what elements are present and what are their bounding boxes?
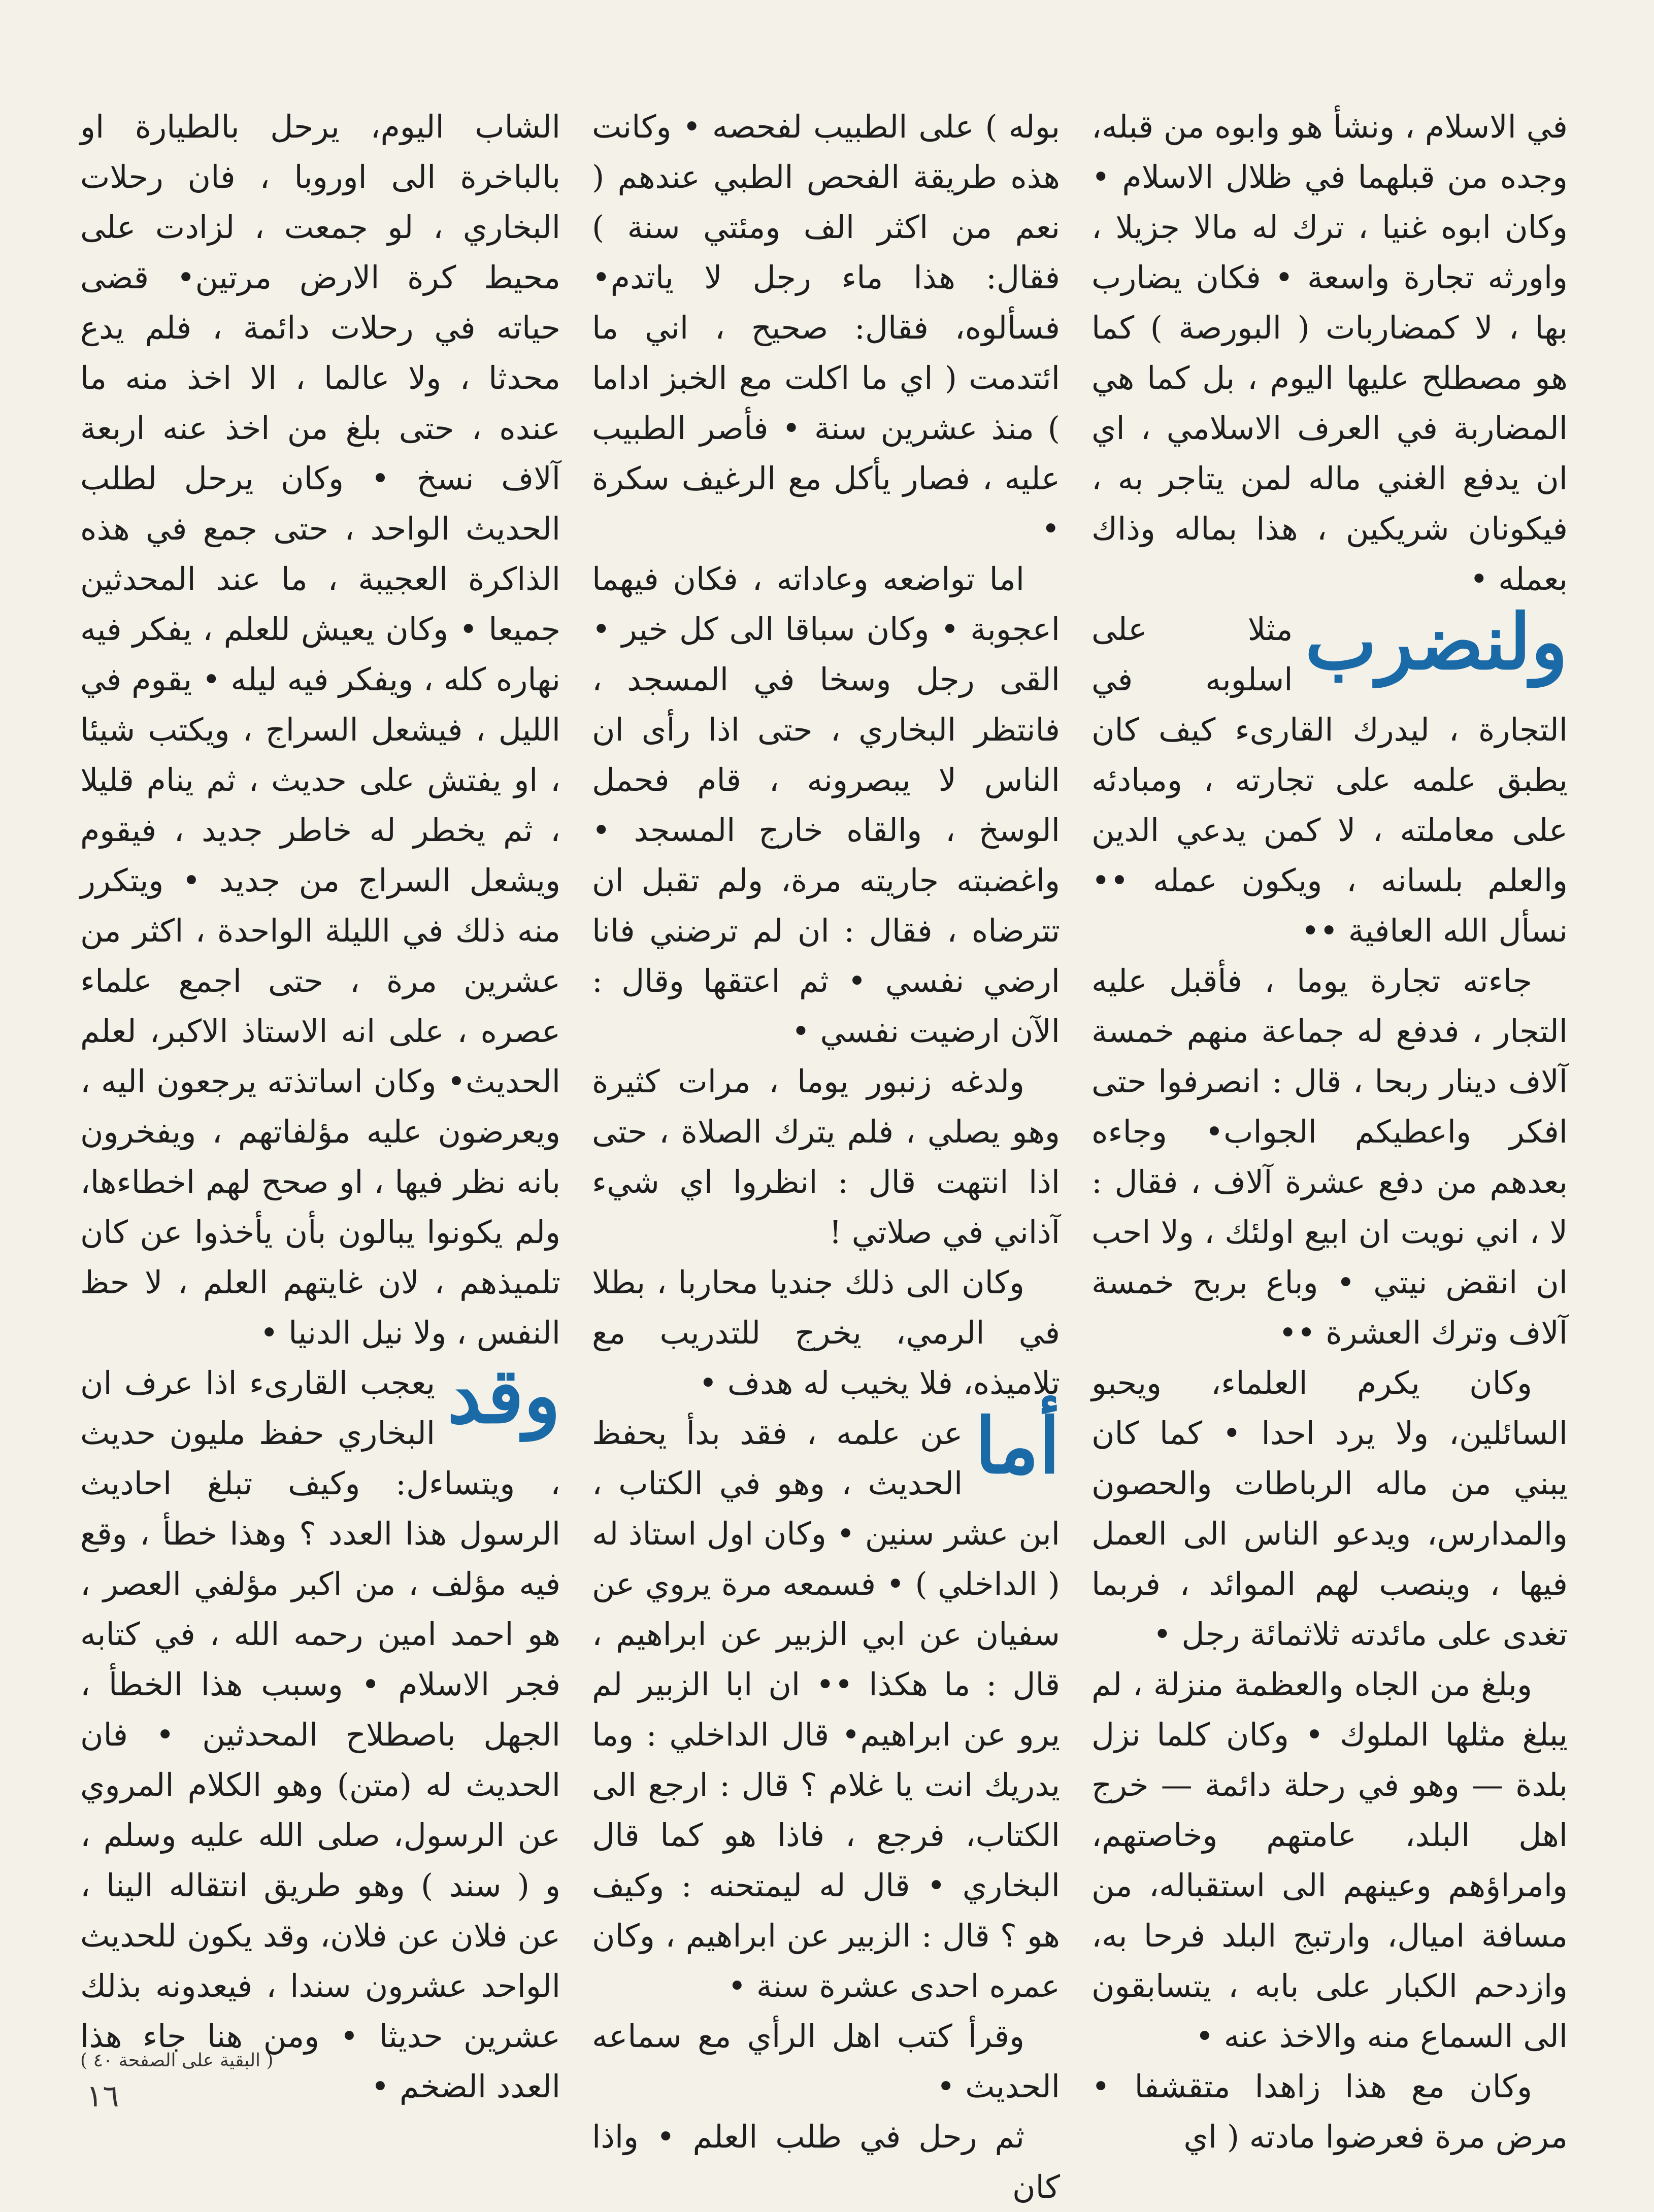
paragraph: وكان مع هذا زاهدا متقشفا • مرض مرة فعرضوا مادته ( اي <box>1091 2068 1568 2155</box>
paragraph: اما تواضعه وعاداته ، فكان فيهما اعجوبة • وكان سباقا الى كل خير • القى رجل وسخا في المسجد ، فانتظر البخاري ، حتى اذا رأى ان الناس لا يبصرونه ، قام فحمل الوسخ ، والقاه خارج المسجد • واغضبته جاريته مرة، ولم تقبل ان تترضاه ، فقال : ان لم ترضني فانا ارضي نفسي • ثم اعتقها وقال : الآن ارضيت نفسي • <box>592 560 1060 1050</box>
column-left <box>80 102 560 2112</box>
paragraph-text: عن علمه ، فقد بدأ يحفظ الحديث ، وهو في الكتاب ، ابن عشر سنين • وكان اول استاذ له ( الداخلي ) • فسمعه مرة يروي عن سفيان عن ابي الزبير عن ابراهيم ، قال : ما هكذا •• ان ابا الزبير لم يرو عن ابراهيم• قال الداخلي : وما يدريك انت يا غلام ؟ قال : ارجع الى الكتاب، فرجع ، فاذا هو كما قال البخاري • قال له ليمتحنه : وكيف هو ؟ قال : الزبير عن ابراهيم ، وكان عمره احدى عشرة سنة • <box>592 1415 1060 2004</box>
dropcap-word: أما <box>975 1401 1060 1491</box>
paragraph-text: مثلا على اسلوبه في التجارة ، ليدرك القارىء كيف كان يطبق علمه على تجارته ، ومبادئه على معاملته ، لا كمن يدعي الدين والعلم بلسانه ، ويكون عمله •• نسأل الله العافية •• <box>1091 611 1568 949</box>
page-number: ١٦ <box>86 2079 119 2114</box>
paragraph: وكان يكرم العلماء، ويحبو السائلين، ولا يرد احدا • كما كان يبني من ماله الرباطات والحصون والمدارس، ويدعو الناس الى العمل فيها ، وينصب لهم الموائد ، فربما تغدى على مائدته ثلاثمائة رجل • <box>1091 1364 1568 1653</box>
continuation-note: ( البقية على الصفحة ٤٠ ) <box>80 2050 274 2071</box>
column-middle <box>592 102 1060 2212</box>
paragraph: الشاب اليوم، يرحل بالطيارة او بالباخرة الى اوروبا ، فان رحلات البخاري ، لو جمعت ، لزادت على محيط كرة الارض مرتين• قضى حياته في رحلات دائمة ، فلم يدع محدثا ، ولا عالما ، الا اخذ منه ما عنده ، حتى بلغ من اخذ عنه اربعة آلاف نسخ • وكان يرحل لطلب الحديث الواحد ، حتى جمع في هذه الذاكرة العجيبة ، ما عند المحدثين جميعا • وكان يعيش للعلم ، يفكر فيه نهاره كله ، ويفكر فيه ليله • يقوم في الليل ، فيشعل السراج ، ويكتب شيئا ، او يفتش على حديث ، ثم ينام قليلا ، ثم يخطر له خاطر جديد ، فيقوم ويشعل السراج من جديد • ويتكرر منه ذلك في الليلة الواحدة ، اكثر من عشرين مرة ، حتى اجمع علماء عصره ، على انه الاستاذ الاكبر، لعلم الحديث• وكان اساتذته يرجعون اليه ، ويعرضون عليه مؤلفاتهم ، ويفخرون بانه نظر فيها ، او صحح لهم اخطاءها، ولم يكونوا يبالون بأن يأخذوا عن كان تلميذهم ، لان غايتهم العلم ، لا حظ النفس ، ولا نيل الدنيا • <box>80 108 560 1351</box>
paragraph: جاءته تجارة يوما ، فأقبل عليه التجار ، فدفع له جماعة منهم خمسة آلاف دينار ربحا ، قال : انصرفوا حتى افكر واعطيكم الجواب• وجاءه بعدهم من دفع عشرة آلاف ، فقال : لا ، اني نويت ان ابيع اولئك ، ولا احب ان انقض نيتي • وباع بربح خمسة آلاف وترك العشرة •• <box>1091 962 1568 1351</box>
paragraph: ولدغه زنبور يوما ، مرات كثيرة وهو يصلي ، فلم يترك الصلاة ، حتى اذا انتهت قال : انظروا اي شيء آذاني في صلاتي ! <box>592 1063 1060 1251</box>
column-right <box>1091 102 1568 2162</box>
paragraph-with-dropcap <box>592 1401 1060 2011</box>
paragraph-text: يعجب القارىء اذا عرف ان البخاري حفظ مليون حديث ، ويتساءل: وكيف تبلغ احاديث الرسول هذا العدد ؟ وهذا خطأ ، وقع فيه مؤلف ، من اكبر مؤلفي العصر ، هو احمد امين رحمه الله ، في كتابه فجر الاسلام • وسبب هذا الخطأ ، الجهل باصطلاح المحدثين • فان الحديث له (متن) وهو الكلام المروي عن الرسول، صلى الله عليه وسلم ، و ( سند ) وهو طريق انتقاله الينا ، عن فلان عن فلان، وقد يكون للحديث الواحد عشرون سندا ، فيعدونه بذلك عشرين حديثا • ومن هنا جاء هذا العدد الضخم • <box>80 1364 560 2105</box>
paragraph: في الاسلام ، ونشأ هو وابوه من قبله، وجده من قبلهما في ظلال الاسلام • وكان ابوه غنيا ، ترك له مالا جزيلا ، واورثه تجارة واسعة • فكان يضارب بها ، لا كمضاربات ( البورصة ) كما هو مصطلح عليها اليوم ، بل كما هي المضاربة في العرف الاسلامي ، اي ان يدفع الغني ماله لمن يتاجر به ، فيكونان شريكين ، هذا بماله وذاك بعمله • <box>1091 108 1568 597</box>
paragraph-with-dropcap <box>80 1351 560 2112</box>
paragraph: وبلغ من الجاه والعظمة منزلة ، لم يبلغ مثلها الملوك • وكان كلما نزل بلدة — وهو في رحلة دائمة — خرج اهل البلد، عامتهم وخاصتهم، وامراؤهم وعينهم الى استقباله، من مسافة اميال، وارتبج البلد فرحا به، وازدحم الكبار على بابه ، يتسابقون الى السماع منه والاخذ عنه • <box>1091 1666 1568 2055</box>
paragraph-with-dropcap <box>1091 597 1568 956</box>
paragraph: بوله ) على الطبيب لفحصه • وكانت هذه طريقة الفحص الطبي عندهم ( نعم من اكثر الف ومئتي سنة ) فقال: هذا ماء رجل لا ياتدم• فسألوه، فقال: صحيح ، اني ما ائتدمت ( اي ما اكلت مع الخبز اداما ) منذ عشرين سنة • فأصر الطبيب عليه ، فصار يأكل مع الرغيف سكرة • <box>592 108 1060 547</box>
paragraph: ثم رحل في طلب العلم • واذا كان <box>592 2118 1060 2205</box>
paragraph: وكان الى ذلك جنديا محاربا ، بطلا في الرمي، يخرج للتدريب مع تلاميذه، فلا يخيب له هدف • <box>592 1264 1060 1401</box>
dropcap-word: وقد <box>447 1351 560 1440</box>
paragraph: وقرأ كتب اهل الرأي مع سماعه الحديث • <box>592 2018 1060 2105</box>
dropcap-word: ولنضرب <box>1305 597 1568 687</box>
